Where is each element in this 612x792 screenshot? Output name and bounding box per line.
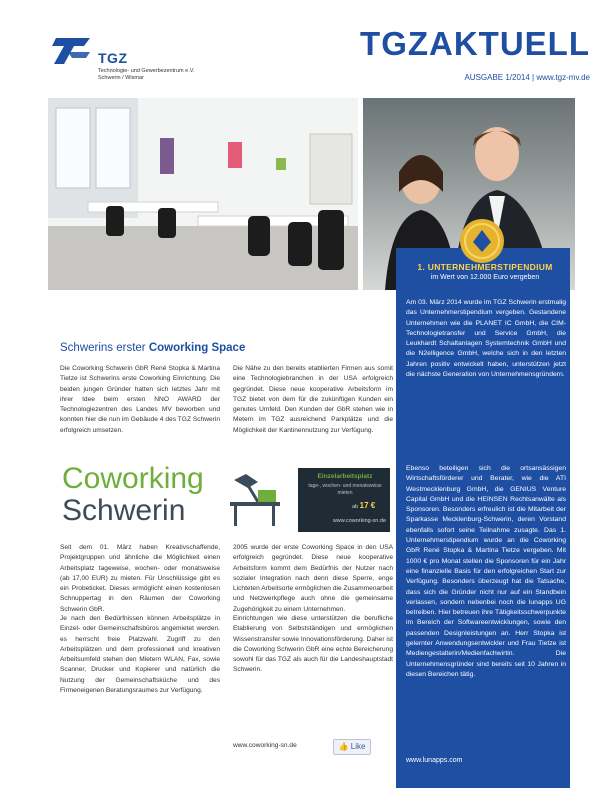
like-label: Like: [350, 742, 366, 751]
offer-price-value: 17 €: [359, 501, 376, 510]
coworking-logo-word1: Coworking: [62, 462, 204, 495]
desk-lamp-icon: [228, 472, 282, 528]
organization-name: [98, 68, 278, 82]
award-title: 1. UNTERNEHMERSTIPENDIUM: [417, 262, 553, 272]
coworking-link[interactable]: www.coworking-sn.de: [233, 742, 297, 749]
coworking-logo-word2: Schwerin: [62, 494, 186, 527]
offer-price: [352, 501, 375, 510]
article-col2-paragraph-2: 2005 wurde der erste Coworking Space in den USA erfolgreich gegründet. Diese neue kooperative Arbeitsform kommt dem Bedürfnis der Nutzer nach sozialer Integration nach denn diese Sperre, enge Lichteten Arbeitsorte ermöglichen die Zusammenarbeit und Netzwerkpflege auch ohne die gemeinsame Zugehörigkeit zu einem Unternehmen.: [233, 544, 393, 613]
offer-price-prefix: ab: [352, 504, 359, 510]
sidebar-paragraph-1: Am 03. März 2014 wurde im TGZ Schwerin erstmalig das Unternehmerstipendium vergeben. Gestandene Unternehmen wie die PLANET IC GmbH, die CIM-Technologietransfer und Service GmbH, die Leukhardt Schaltanlagen Systemtechnik GmbH und die N2elligence GmbH, welche sich in den letzten Jahren positiv entwickelt haben, unterstützen jetzt die nächste Generation von Unternehmensgründern.: [406, 299, 566, 379]
article-col2-paragraph-1: Die Nähe zu den bereits etablierten Firmen aus somit eine Technologiebranchen in der USA erfolgreich gegründet. Diese neue kooperative Arbeitsform im TGZ bietet von dem für die zukünftigen Kunden ein genutes Umfeld. Den Kunden der GbR stehen wie in Metern im TGZ ausreichend Parkplätze und die Möglichkeit der Kantinennutzung zur Verfügung.: [233, 365, 393, 434]
article-title-bold: Coworking Space: [148, 342, 246, 354]
sidebar-paragraph-2: Ebenso beteiligen sich die ortsansässigen Wirtschaftsförderer und Berater, wie die ATI Westmecklenburg GmbH, die GENIUS Venture Capital GmbH und die HEINSEN Rechtsanwälte als Sponsoren. Besonders erfreulich ist die Mitarbeit der Sparkasse Mecklenburg-Schwerin, deren Vorstand ebenfalls sofort seine Teilnahme zusagte. Das 1. Unternehmerstipendium wurde an die Coworking GbR René Stopka & Martina Tietze vergeben. Mit 1000 € pro Monat stellen die Sponsoren für ein Jahr eine finanzielle Basis für den erfolgreichen Start zur Verfügung. Besonders überzeugt hat die Tatsache, dass sich die Gründer nicht nur auf ein Standbein verlassen, sondern nebenbei noch die lunapps UG betreiben. Hier betreuen ihre Tätigkeitsschwerpunkte im Bereich der Softwareentwicklungen, sowie den passenden Designleistungen an. Herr Stopka ist gelernter Anwendungsentwickler und Frau Tietze ist Mediengestalterin/Medienfachwirtin. Die Unternehmensgründer sind bereits seit 10 Jahren in diesen Bereichen tätig.: [406, 465, 566, 678]
thumbs-up-icon: 👍: [338, 742, 349, 751]
offer-text: tage-, wochen- und monatsweise mieten: [308, 483, 382, 496]
offer-title: Einzelarbeitsplatz: [317, 473, 373, 480]
office-photo: [48, 98, 358, 290]
edition-line: AUSGABE 1/2014 | www.tgz-mv.de: [464, 73, 590, 82]
article-col1-paragraph-2: Seit dem 01. März haben Kreativschaffende, Projektgruppen und ähnliche die Möglichkeit einen Arbeitsplatz tageweise, wochen- oder monatsweise (ab 17,00 EUR) zu mieten. Für Unschlüssige gibt es ein Probeticket. Dieses ermöglicht einen kostenlosen Schnuppertag in den Räumen der Coworking Schwerin GbR.: [60, 544, 220, 613]
article-col2-paragraph-3: Einrichtungen wie diese unterstützen die berufliche Etablierung von Selbstständigen und ermöglichen Wissenstransfer sowie Innovationsförderung. Daher ist die Coworking Schwerin GbR eine echte Bereicherung sowohl für das TGZ als auch für die Landeshauptstadt Schwerin.: [233, 615, 393, 674]
award-subtitle: im Wert von 12.000 Euro vergeben: [430, 274, 540, 281]
logo-text: TGZ: [98, 50, 128, 66]
tgz-logo-mark: [50, 34, 98, 68]
lunapps-link[interactable]: www.lunapps.com: [406, 757, 463, 764]
org-line-2: Schwerin / Wismar: [98, 75, 144, 81]
masthead-title: TGZAKTUELL: [360, 25, 590, 62]
offer-url: www.coworking-sn.de: [332, 518, 386, 524]
org-line-1: Technologie- und Gewerbezentrum e.V.: [98, 68, 195, 74]
article-title: [60, 342, 390, 354]
award-medal-icon: [459, 218, 505, 264]
article-col1-paragraph-1: Die Coworking Schwerin GbR René Stopka & Martina Tietze ist Schwerins erste Coworking Einrichtung. Die beiden jungen Gründer hatten sich letztes Jahr mit ihrer Idee beim ersten NNO AWARD der Technologiezentren des Landes MV beworben und konnten hier die nun im Gebäude 4 des TGZ Schwerin erfolgreich umsetzen.: [60, 365, 220, 434]
article-col1-paragraph-3: Je nach den Bedürfnissen können Arbeitsplätze in Einzel- oder Gemeinschaftsbüros angemietet werden. es herrscht freie Platzwahl. Zugriff zu den Arbeitsplätzen und dem professionell und kreativen Arbeitsumfeld stehen den Mietern WLAN, Fax, sowie Scanner, Drucker und Kopierer und natürlich die Nutzung der Gemeinschaftsküche und des Firmeneigenen Beratungsraumes zur Verfügung.: [60, 615, 220, 695]
article-title-prefix: Schwerins erster: [60, 342, 149, 354]
office-illustration: [48, 98, 358, 290]
facebook-like-button[interactable]: [333, 739, 371, 755]
